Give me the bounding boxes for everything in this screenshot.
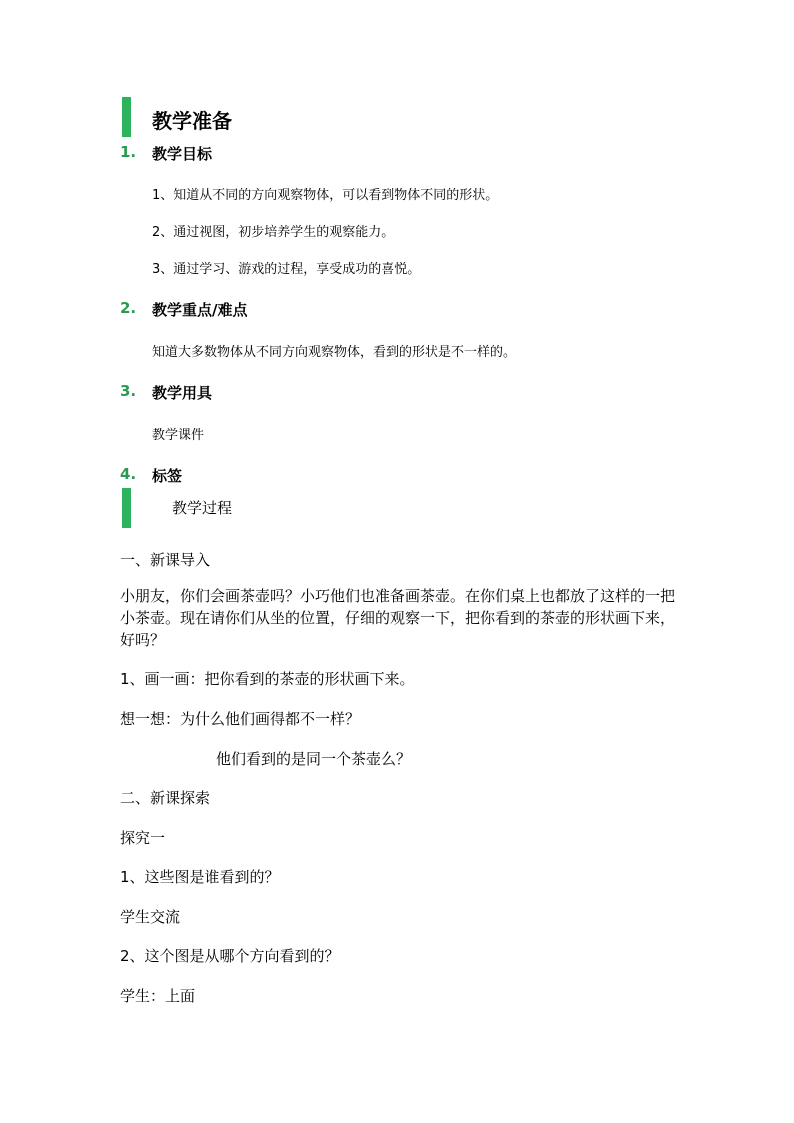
process-line: 他们看到的是同一个茶壶么？: [216, 750, 412, 768]
process-line: 1、画一画：把你看到的茶壶的形状画下来。: [120, 670, 415, 688]
process-line: 2、这个图是从哪个方向看到的？: [120, 947, 340, 965]
section-number: 3.: [120, 382, 137, 400]
process-title: 教学过程: [172, 499, 233, 517]
process-line: 1、这些图是谁看到的？: [120, 868, 280, 886]
section-number: 2.: [120, 299, 137, 317]
process-line: 想一想：为什么他们画得都不一样？: [120, 710, 361, 728]
section-number: 1.: [120, 143, 137, 161]
section-accent-bar: [122, 488, 131, 528]
process-paragraph: 小朋友，你们会画茶壶吗？小巧他们也准备画茶壶。在你们桌上也都放了这样的一把小茶壶。现在请你们从坐的位置，仔细的观察一下，把你看到的茶壶的形状画下来，好吗？: [120, 587, 676, 649]
list-item: 知道大多数物体从不同方向观察物体，看到的形状是不一样的。: [152, 345, 517, 360]
list-item: 1、知道从不同的方向观察物体，可以看到物体不同的形状。: [152, 188, 499, 203]
list-item: 3、通过学习、游戏的过程，享受成功的喜悦。: [152, 262, 421, 277]
section-title: 教学用具: [152, 384, 213, 402]
process-line: 二、新课探索: [120, 789, 211, 807]
list-item: 2、通过视图，初步培养学生的观察能力。: [152, 225, 395, 240]
page-title: 教学准备: [152, 109, 232, 133]
process-line: 学生：上面: [120, 987, 196, 1005]
section-title: 教学目标: [152, 145, 213, 163]
list-item: 教学课件: [152, 428, 205, 443]
section-title: 教学重点/难点: [152, 301, 248, 319]
section-title: 标签: [152, 467, 183, 485]
section-number: 4.: [120, 465, 137, 483]
process-line: 探究一: [120, 829, 166, 847]
process-line: 一、新课导入: [120, 551, 211, 569]
process-line: 学生交流: [120, 908, 181, 926]
section-accent-bar: [122, 97, 131, 137]
